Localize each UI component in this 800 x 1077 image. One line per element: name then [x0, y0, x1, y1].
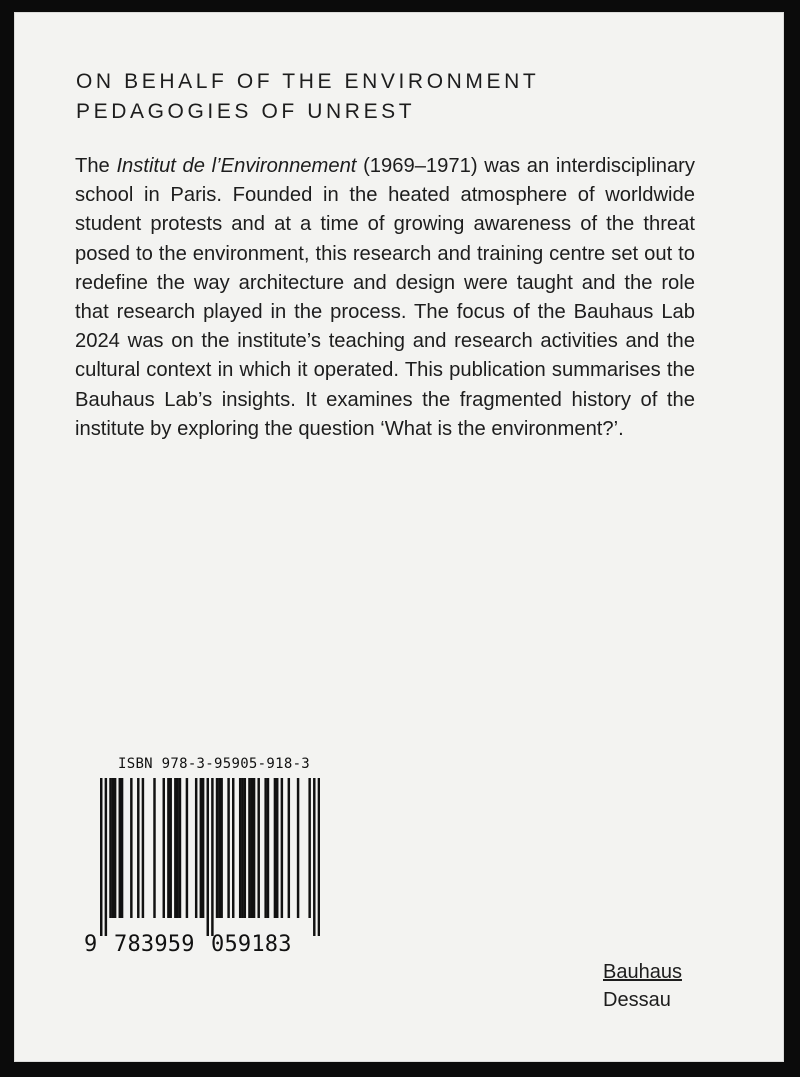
barcode-bar [244, 778, 246, 918]
barcode-bar [167, 778, 169, 918]
barcode-bars [100, 778, 320, 936]
barcode-bar [186, 778, 188, 918]
isbn-number: ISBN 978-3-95905-918-3 [118, 756, 311, 772]
barcode-bar [232, 778, 234, 918]
barcode-bar [241, 778, 243, 918]
barcode-bar [179, 778, 181, 918]
barcode-bar [105, 778, 107, 936]
barcode-bar [153, 778, 155, 918]
barcode-bar [297, 778, 299, 918]
barcode-bar [112, 778, 114, 918]
blurb-intro: The [75, 155, 117, 177]
barcode-bar [218, 778, 220, 918]
barcode-bar [211, 778, 213, 936]
book-back-cover [14, 12, 784, 1062]
barcode-bar [264, 778, 266, 918]
barcode-bar [253, 778, 255, 918]
barcode-bar [100, 778, 102, 936]
barcode-bar [288, 778, 290, 918]
publisher-name: Bauhaus [603, 961, 682, 983]
barcode-bar [142, 778, 144, 918]
barcode-bar [276, 778, 278, 918]
ean-right-group: 059183 [211, 932, 292, 957]
title-line-1: ON BEHALF OF THE ENVIRONMENT [76, 70, 540, 93]
barcode-bar [195, 778, 197, 918]
barcode-bar [207, 778, 209, 936]
barcode-bar [119, 778, 121, 918]
barcode-bar [114, 778, 116, 918]
blurb-paragraph [75, 152, 695, 444]
book-title [76, 67, 726, 127]
barcode-bar [308, 778, 310, 918]
barcode-bar [169, 778, 171, 918]
publisher-city: Dessau [603, 989, 671, 1011]
title-line-2: PEDAGOGIES OF UNREST [76, 100, 416, 123]
barcode-bar [281, 778, 283, 918]
barcode-bar [163, 778, 165, 918]
barcode-bar [137, 778, 139, 918]
barcode-bar [267, 778, 269, 918]
blurb-rest: (1969–1971) was an interdisciplinary school in Paris. Founded in the heated atmosphere of worldwide student protests and at a time of growing awareness of the threat posed to the environment, this research and training centre set out to redefine the way architecture and design were taught and the role that research played in the process. The focus of the Bauhaus Lab 2024 was on the institute’s teaching and research activities and the cultural context in which it operated. This publication summarises the Bauhaus Lab’s insights. It examines the fragmented history of the institute by exploring the question ‘What is the environment?’. [75, 155, 695, 440]
barcode-bar [227, 778, 229, 918]
barcode-bar [109, 778, 111, 918]
isbn-barcode [84, 756, 334, 956]
barcode-bar [274, 778, 276, 918]
ean-first-digit: 9 [84, 932, 98, 957]
barcode-bar [176, 778, 178, 918]
institute-name: Institut de l’Environnement [116, 155, 357, 177]
ean-left-group: 783959 [114, 932, 195, 957]
barcode-bar [257, 778, 259, 918]
barcode-bar [313, 778, 315, 936]
barcode-bar [220, 778, 222, 918]
barcode-bar [121, 778, 123, 918]
barcode-bar [174, 778, 176, 918]
barcode-bar [216, 778, 218, 918]
barcode-bar [251, 778, 253, 918]
barcode-bar [318, 778, 320, 936]
barcode-bar [130, 778, 132, 918]
publisher-logo [603, 958, 682, 1014]
barcode-bar [248, 778, 250, 918]
barcode-bar [200, 778, 202, 918]
barcode-bar [202, 778, 204, 918]
barcode-bar [239, 778, 241, 918]
